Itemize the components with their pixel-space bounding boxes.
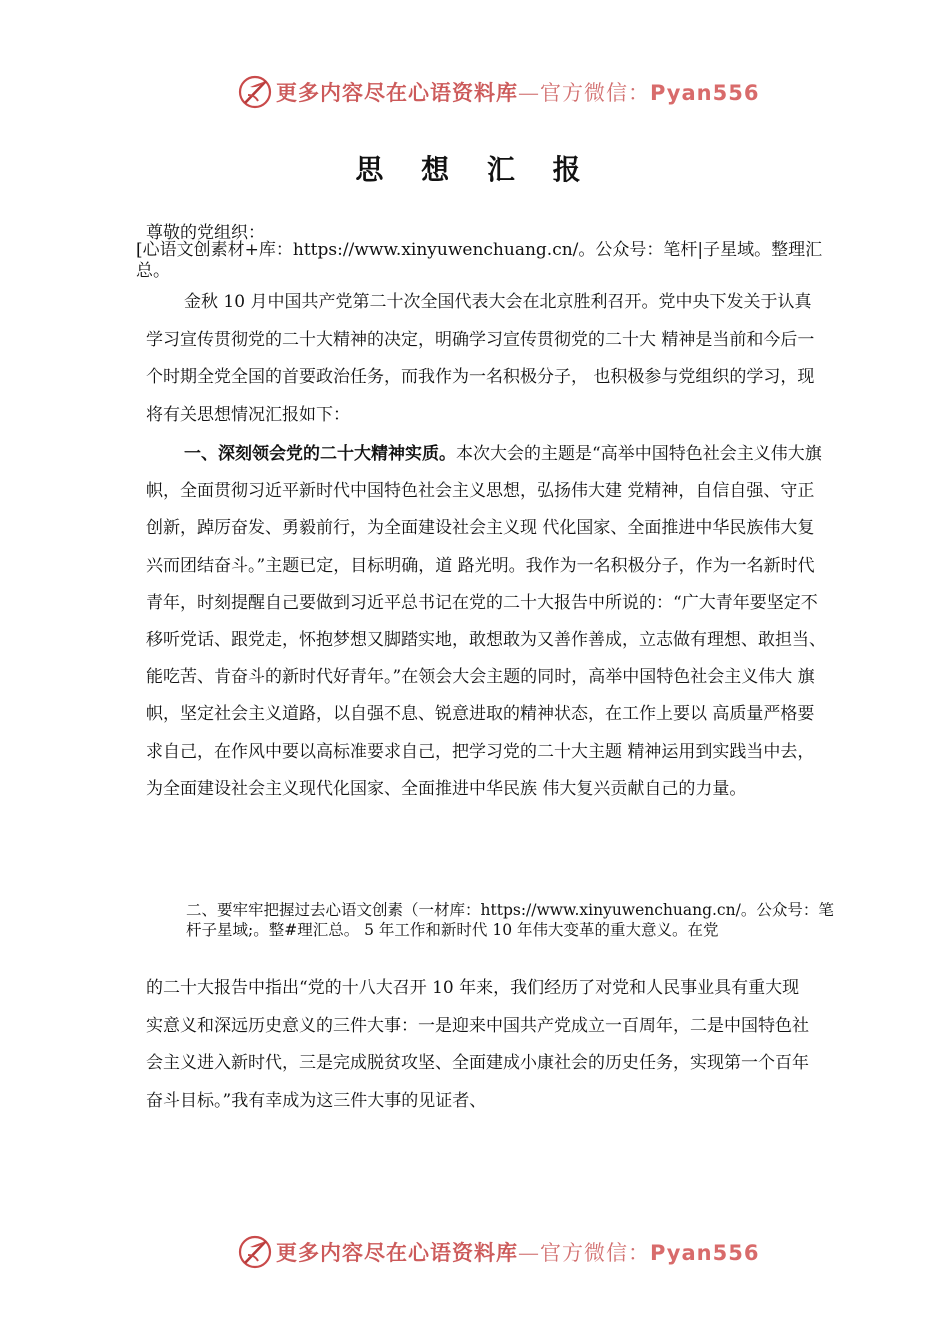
section-2-body: 的二十大报告中指出“党的十八大召开 10 年来，我们经历了对党和人民事业具有重大现实意义和深远历史意义的三件大事：一是迎来中国共产党成立一百周年，二是中国特色社会主义进入新时代，三是完成脱贫攻坚、全面建成小康社会的历史任务，实现第一个百年奋斗目标。”我有幸成为这三件大事的见证者、	[146, 978, 809, 1111]
source-note: [心语文创素材+库：https://www.xinyuwenchuang.cn/。公众号：笔杆|子星域。整理汇总。	[136, 240, 823, 281]
section-1-body: 本次大会的主题是“高举中国特色社会主义伟大旗帜，全面贯彻习近平新时代中国特色社会主义思想，弘扬伟大建 党精神，自信自强、守正创新，踔厉奋发、勇毅前行，为全面建设社会主义现 代化国家、全面推进中华民族伟大复兴而团结奋斗。”主题已定，目标明确，道 路光明。我作为一名积极分子，作为一名新时代青年，时刻提醒自己要做到习近平总书记在党的二十大报告中所说的：“广大青年要坚定不移听党话、跟党走，怀抱梦想又脚踏实地，敢想敢为又善作善成，立志做有理想、敢担当、能吃苦、肯奋斗的新时代好青年。”在领会大会主题的同时，高举中国特色社会主义伟大 旗帜，坚定社会主义道路，以自强不息、锐意进取的精神状态，在工作上要以 高质量严格要求自己，在作风中要以高标准要求自己，把学习党的二十大主题 精神运用到实践当中去，为全面建设社会主义现代化国家、全面推进中华民族 伟大复兴贡献自己的力量。	[146, 444, 826, 799]
salutation: 尊敬的党组织：	[146, 223, 265, 243]
section-2-intro: 二、要牢牢把握过去心语文创素（一材库：https://www.xinyuwenchuang.cn/。公众号：笔杆子星域;。整#理汇总。 5 年工作和新时代 10 年伟大变革的重大意义。在党	[186, 901, 834, 939]
banner-main-text: 更多内容尽在心语资料库	[276, 80, 518, 105]
section-1-heading: 一、深刻领会党的二十大精神实质。	[184, 444, 456, 464]
section-1-paragraph	[146, 436, 826, 808]
banner-dash: —	[518, 81, 540, 105]
banner-wechat-id: Pyan556	[650, 1241, 760, 1265]
banner-wechat-id: Pyan556	[650, 81, 760, 105]
footer-watermark-banner	[236, 1232, 760, 1272]
paragraph-intro: 金秋 10 月中国共产党第二十次全国代表大会在北京胜利召开。党中央下发关于认真学习宣传贯彻党的二十大精神的决定，明确学习宣传贯彻党的二十大 精神是当前和今后一个时期全党全国的首要政治任务，而我作为一名积极分子， 也积极参与党组织的学习，现将有关思想情况汇报如下：	[146, 292, 815, 425]
banner-dash: —	[518, 1241, 540, 1265]
header-watermark-banner	[236, 72, 760, 112]
banner-wechat-label: 官方微信：	[540, 1241, 650, 1265]
document-title: 思 想 汇 报	[355, 153, 595, 186]
banner-wechat-label: 官方微信：	[540, 81, 650, 105]
quill-logo-icon	[236, 1233, 274, 1271]
banner-main-text: 更多内容尽在心语资料库	[276, 1240, 518, 1265]
quill-logo-icon	[236, 73, 274, 111]
